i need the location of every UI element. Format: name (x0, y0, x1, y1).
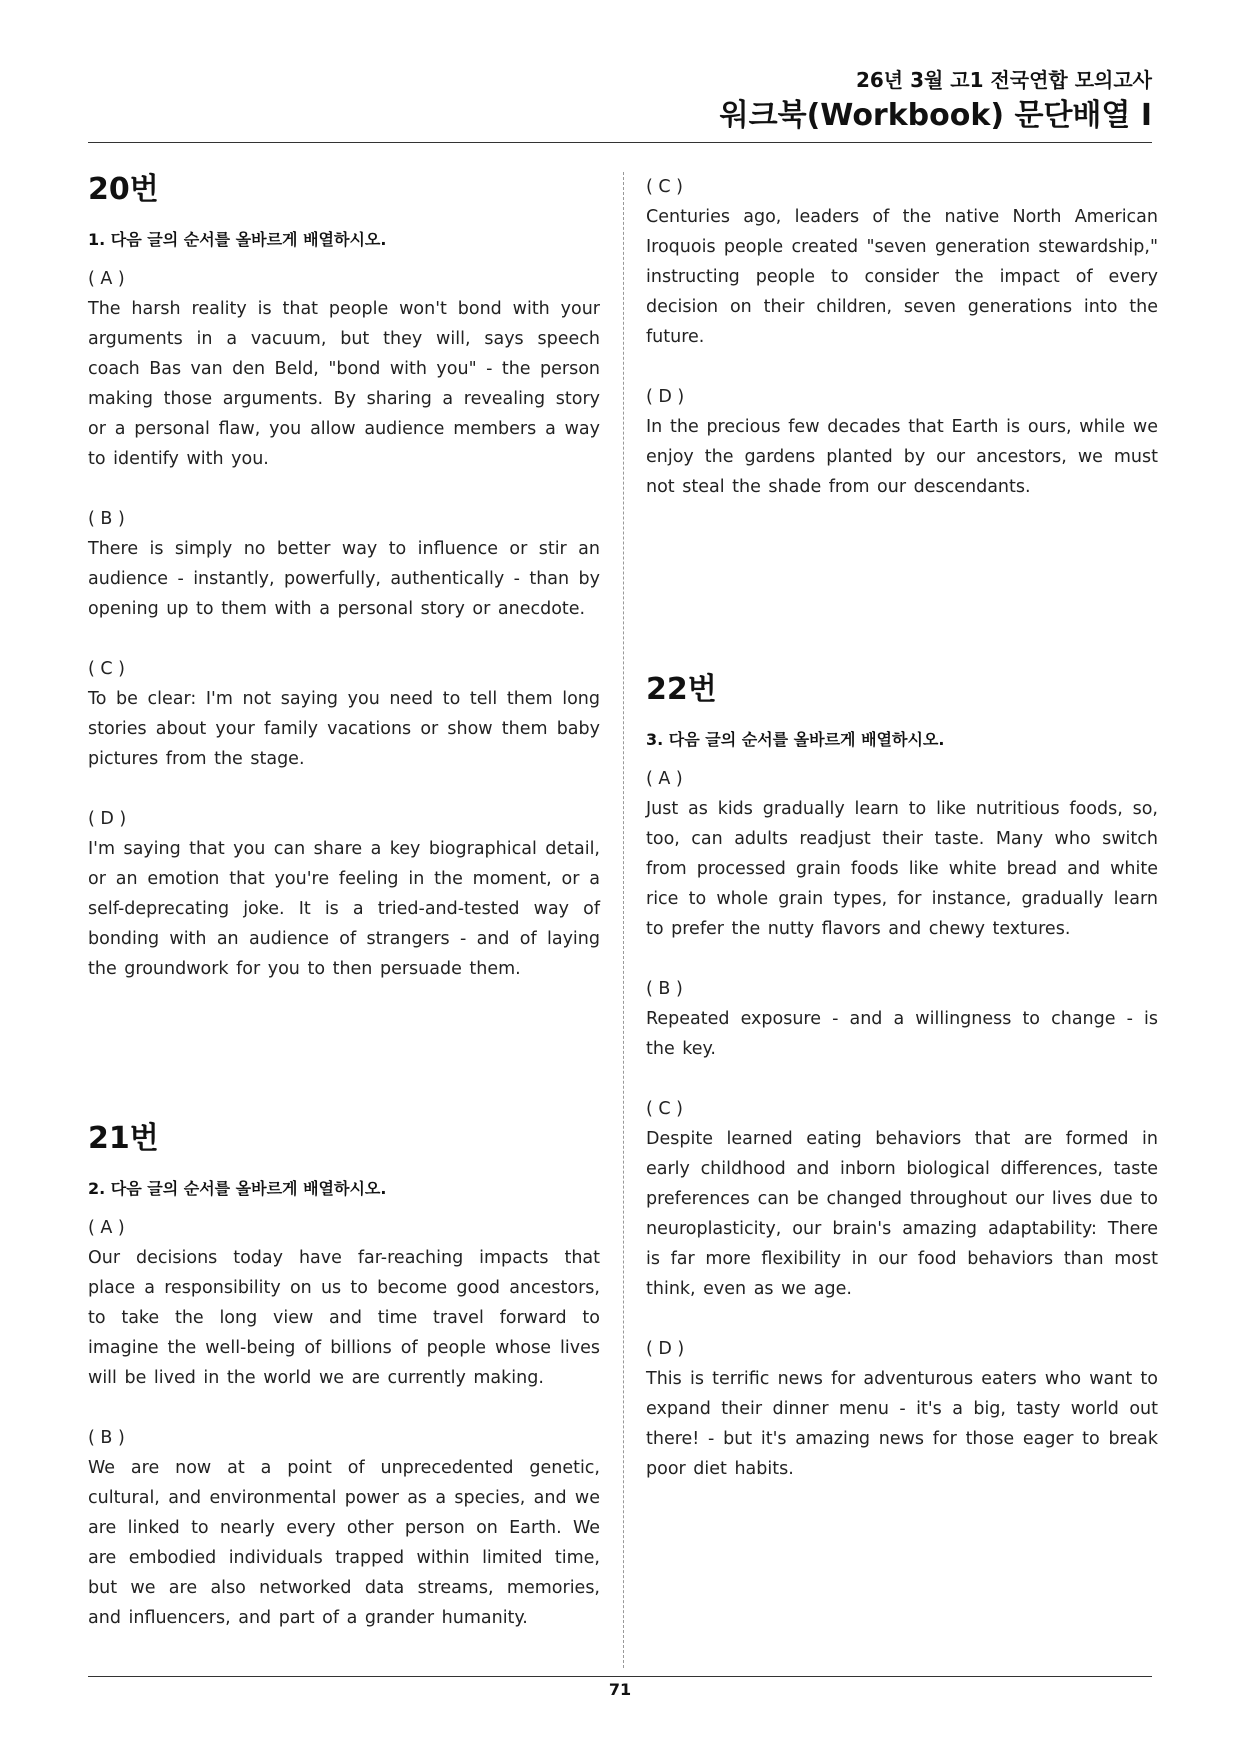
paragraph-label: ( B ) (646, 979, 683, 999)
paragraph-label: ( B ) (88, 509, 125, 529)
paragraph-text: The harsh reality is that people won't bond with your arguments in a vacuum, but they will, says speech coach Bas van den Beld, "bond with you" - the person making those arguments. By sharing a revealing story or a personal flaw, you allow audience members a way to identify with you. (88, 299, 600, 469)
page-header (88, 66, 1152, 136)
paragraph-b (88, 1423, 600, 1633)
column-divider (623, 172, 624, 1668)
page-number: 71 (608, 1680, 632, 1699)
paragraph-d (646, 382, 1158, 502)
paragraph-a (88, 264, 600, 474)
paragraph-c (646, 1094, 1158, 1304)
question-number: 20번 (88, 172, 159, 207)
paragraph-c (88, 654, 600, 774)
paragraph-a (88, 1213, 600, 1393)
paragraph-d (646, 1334, 1158, 1484)
paragraph-label: ( B ) (88, 1428, 125, 1448)
question-instruction: 3. 다음 글의 순서를 올바르게 배열하시오. (646, 730, 945, 749)
question-21-continued (646, 172, 1158, 502)
footer-rule (88, 1676, 1152, 1677)
paragraph-text: Repeated exposure - and a willingness to change - is the key. (646, 1009, 1158, 1059)
right-column (646, 172, 1158, 1514)
question-20 (88, 168, 600, 984)
paragraph-label: ( A ) (88, 1218, 125, 1238)
paragraph-label: ( C ) (88, 659, 125, 679)
header-rule (88, 142, 1152, 143)
section-spacer (646, 532, 1158, 668)
paragraph-text: Despite learned eating behaviors that are formed in early childhood and inborn biological differences, taste preferences can be changed throughout our lives due to neuroplasticity, our brain's amazing adaptability: There is far more flexibility in our food behaviors than most think, even as we age. (646, 1129, 1158, 1299)
question-number: 22번 (646, 672, 717, 707)
question-instruction: 1. 다음 글의 순서를 올바르게 배열하시오. (88, 230, 387, 249)
question-22 (646, 668, 1158, 1484)
paragraph-label: ( C ) (646, 177, 683, 197)
paragraph-b (88, 504, 600, 624)
paragraph-a (646, 764, 1158, 944)
paragraph-text: Just as kids gradually learn to like nutritious foods, so, too, can adults readjust their taste. Many who switch from processed grain foods like white bread and white rice to whole grain types, for instance, gradually learn to prefer the nutty flavors and chewy textures. (646, 799, 1158, 939)
paragraph-d (88, 804, 600, 984)
paragraph-text: To be clear: I'm not saying you need to tell them long stories about your family vacations or show them baby pictures from the stage. (88, 689, 600, 769)
exam-title: 26년 3월 고1 전국연합 모의고사 (855, 68, 1152, 92)
paragraph-text: In the precious few decades that Earth is ours, while we enjoy the gardens planted by our ancestors, we must not steal the shade from our descendants. (646, 417, 1158, 497)
left-column (88, 168, 600, 1663)
question-21 (88, 1117, 600, 1633)
paragraph-text: This is terrific news for adventurous eaters who want to expand their dinner menu - it's a big, tasty world out there! - but it's amazing news for those eager to break poor diet habits. (646, 1369, 1158, 1479)
workbook-title: 워크북(Workbook) 문단배열 I (719, 98, 1152, 133)
paragraph-text: There is simply no better way to influence or stir an audience - instantly, powerfully, authentically - than by opening up to them with a personal story or anecdote. (88, 539, 600, 619)
paragraph-label: ( A ) (646, 769, 683, 789)
paragraph-text: Centuries ago, leaders of the native North American Iroquois people created "seven generation stewardship," instructing people to consider the impact of every decision on their children, seven generations into the future. (646, 207, 1158, 347)
question-number: 21번 (88, 1121, 159, 1156)
paragraph-text: We are now at a point of unprecedented genetic, cultural, and environmental power as a species, and we are linked to nearly every other person on Earth. We are embodied individuals trapped within limited time, but we are also networked data streams, memories, and influencers, and part of a grander humanity. (88, 1458, 600, 1628)
paragraph-text: I'm saying that you can share a key biographical detail, or an emotion that you're feeling in the moment, or a self-deprecating joke. It is a tried-and-tested way of bonding with an audience of strangers - and of laying the groundwork for you to then persuade them. (88, 839, 600, 979)
paragraph-label: ( C ) (646, 1099, 683, 1119)
paragraph-text: Our decisions today have far-reaching impacts that place a responsibility on us to become good ancestors, to take the long view and time travel forward to imagine the well-being of billions of people whose lives will be lived in the world we are currently making. (88, 1248, 600, 1388)
paragraph-b (646, 974, 1158, 1064)
paragraph-label: ( D ) (646, 387, 685, 407)
paragraph-c (646, 172, 1158, 352)
question-instruction: 2. 다음 글의 순서를 올바르게 배열하시오. (88, 1179, 387, 1198)
paragraph-label: ( A ) (88, 269, 125, 289)
section-spacer (88, 1014, 600, 1117)
paragraph-label: ( D ) (88, 809, 127, 829)
paragraph-label: ( D ) (646, 1339, 685, 1359)
